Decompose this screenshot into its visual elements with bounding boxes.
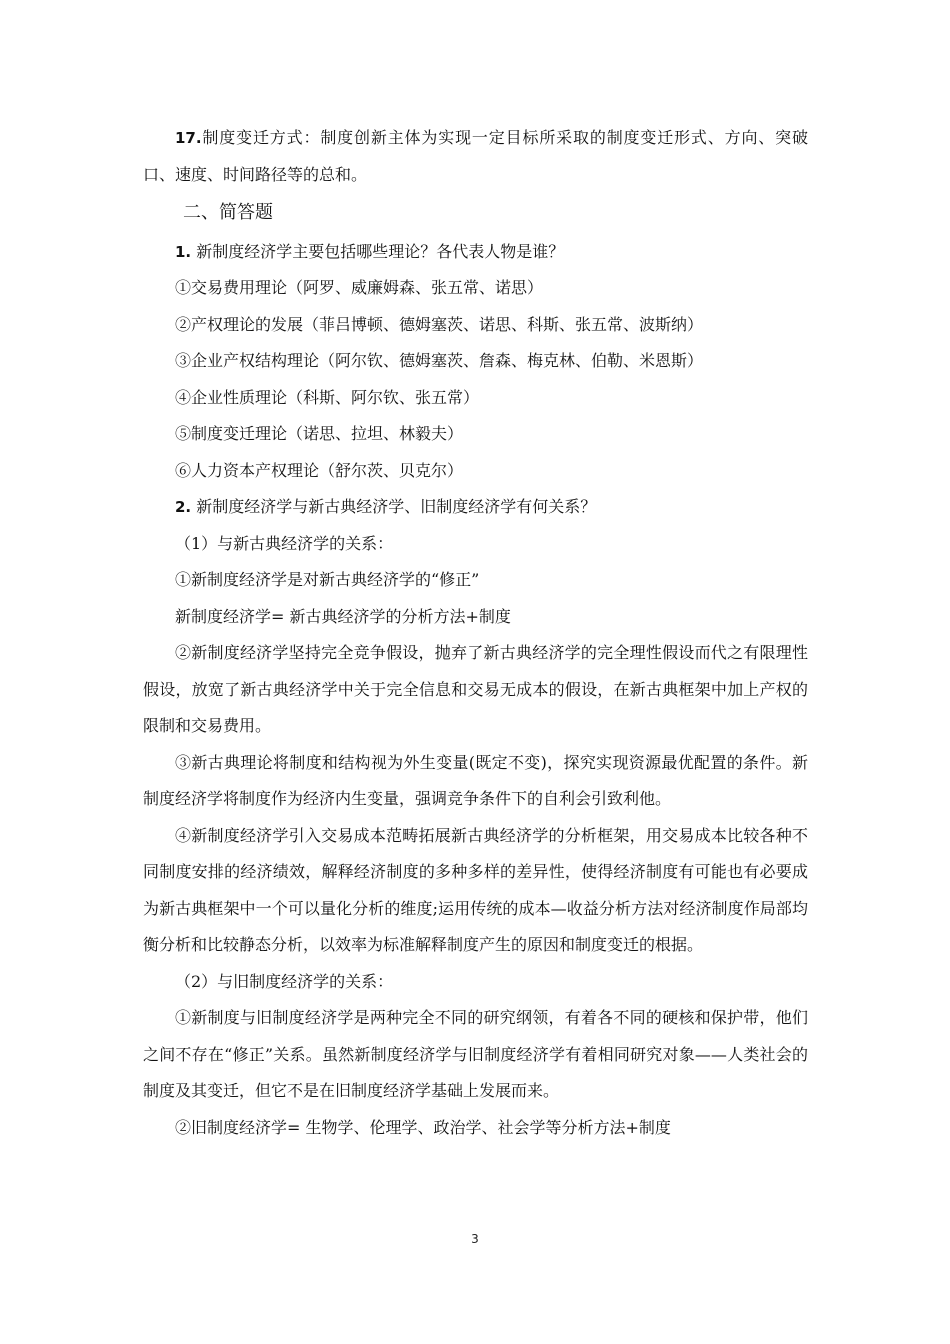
paragraph: ②新制度经济学坚持完全竞争假设，抛弃了新古典经济学的完全理性假设而代之有限理性假设，放宽了新古典经济学中关于完全信息和交易无成本的假设，在新古典框架中加上产权的限制和交易费用。: [143, 643, 808, 735]
page-number: 3: [471, 1232, 479, 1246]
question-2: [143, 489, 808, 526]
page-content: [143, 120, 808, 1146]
paragraph: ①新制度与旧制度经济学是两种完全不同的研究纲领，有着各不同的硬核和保护带，他们之间不存在“修正”关系。虽然新制度经济学与旧制度经济学有着相同研究对象——人类社会的制度及其变迁，但它不是在旧制度经济学基础上发展而来。: [143, 1008, 808, 1100]
formula-line: ②旧制度经济学= 生物学、伦理学、政治学、社会学等分析方法+制度: [175, 1117, 671, 1137]
subsection-title: （2）与旧制度经济学的关系：: [175, 971, 394, 991]
section-heading: 二、简答题: [183, 202, 273, 223]
question-number: 1.: [175, 242, 192, 261]
theory-item: ⑥人力资本产权理论（舒尔茨、贝克尔）: [175, 460, 464, 480]
paragraph: ①新制度经济学是对新古典经济学的“修正”: [175, 570, 480, 589]
theory-item: ③企业产权结构理论（阿尔钦、德姆塞茨、詹森、梅克林、伯勒、米恩斯）: [175, 351, 704, 370]
subsection-title: （1）与新古典经济学的关系：: [175, 533, 394, 553]
question-text: 新制度经济学主要包括哪些理论？各代表人物是谁？: [191, 241, 565, 261]
question-text: 新制度经济学与新古典经济学、旧制度经济学有何关系？: [191, 497, 597, 516]
formula-line: 新制度经济学= 新古典经济学的分析方法+制度: [175, 606, 511, 626]
theory-item: ②产权理论的发展（菲吕博顿、德姆塞茨、诺思、科斯、张五常、波斯纳）: [175, 314, 704, 334]
item-number: 17.: [175, 129, 202, 147]
definition-17: [143, 120, 808, 193]
theory-item: ④企业性质理论（科斯、阿尔钦、张五常）: [175, 387, 480, 407]
theory-item: ⑤制度变迁理论（诺思、拉坦、林毅夫）: [175, 424, 464, 443]
question-number: 2.: [175, 498, 192, 516]
question-1: [143, 234, 808, 271]
paragraph: ③新古典理论将制度和结构视为外生变量(既定不变)，探究实现资源最优配置的条件。新制度经济学将制度作为经济内生变量，强调竞争条件下的自利会引致利他。: [143, 752, 808, 808]
definition-text: 制度变迁方式：制度创新主体为实现一定目标所采取的制度变迁形式、方向、突破口、速度、时间路径等的总和。: [143, 128, 808, 184]
theory-item: ①交易费用理论（阿罗、威廉姆森、张五常、诺思）: [175, 278, 544, 297]
paragraph: ④新制度经济学引入交易成本范畴拓展新古典经济学的分析框架，用交易成本比较各种不同制度安排的经济绩效，解释经济制度的多种多样的差异性，使得经济制度有可能也有必要成为新古典框架中一个可以量化分析的维度;运用传统的成本—收益分析方法对经济制度作局部均衡分析和比较静态分析，以效率为标准解释制度产生的原因和制度变迁的根据。: [143, 825, 808, 954]
